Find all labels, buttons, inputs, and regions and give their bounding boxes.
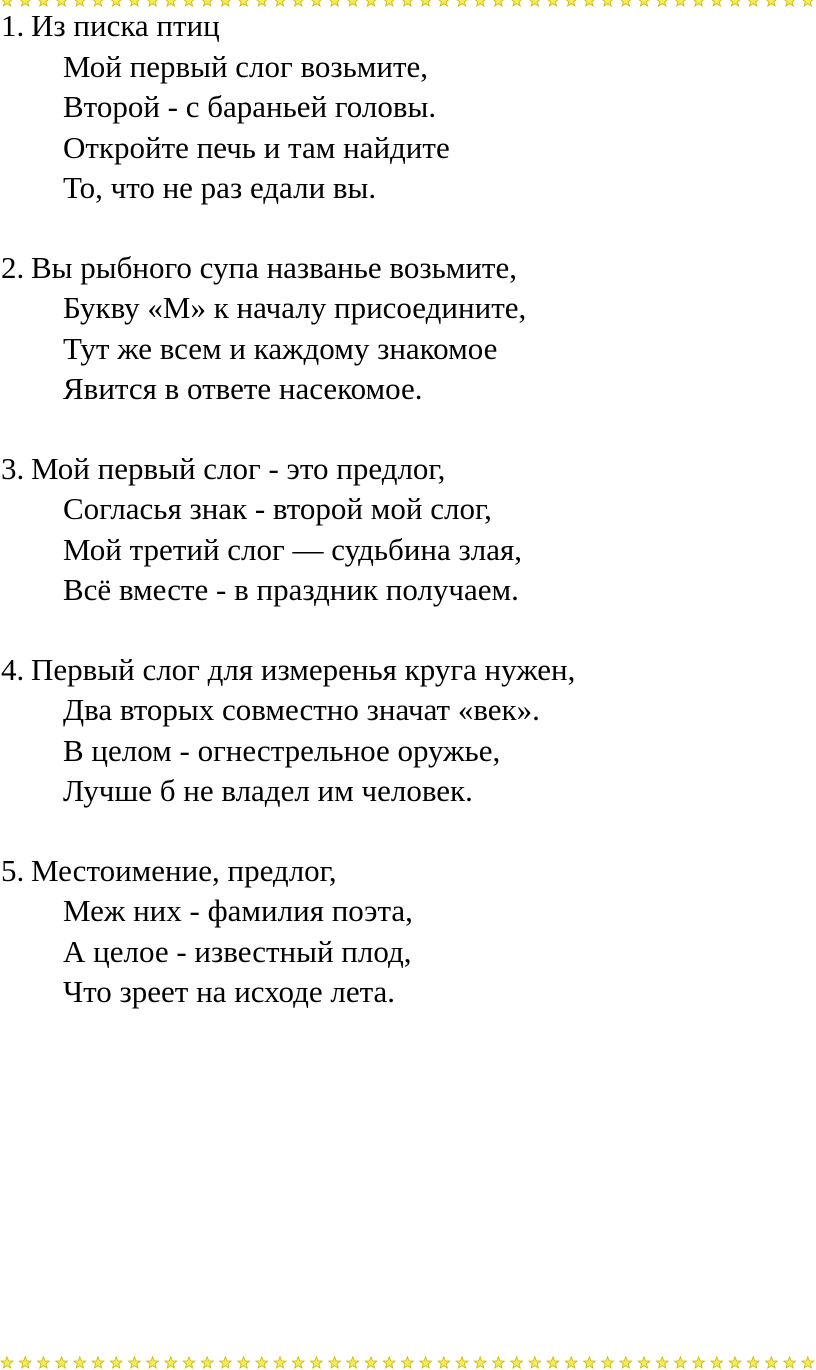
star-icon [147,1357,159,1368]
riddle-text: Явится в ответе насекомое. [63,371,423,406]
riddle-text: Два вторых совместно значат «век». [63,692,540,727]
star-icon [675,1357,687,1368]
riddle-line [0,690,816,731]
riddle-text: Мой первый слог возьмите, [63,48,429,84]
star-icon [92,1357,104,1368]
riddle-text: Местоимение, предлог, [31,852,337,888]
star-icon [311,1357,323,1368]
star-icon [165,1357,177,1368]
star-icon [747,1357,759,1368]
riddle-text: Тут же всем и каждому знакомое [63,330,498,366]
riddle-line [0,851,816,892]
star-icon [565,1357,577,1368]
riddle-line [0,891,816,932]
riddle-text: В целом - огнестрельное оружье, [63,732,501,768]
star-icon [129,1357,141,1368]
star-icon [220,1357,232,1368]
riddle-4 [0,650,816,812]
star-icon [183,1357,195,1368]
riddle-text: Лучше б не владел им человек. [63,773,473,808]
riddle-text: Согласья знак - второй мой слог, [63,491,492,526]
star-icon [74,1357,86,1368]
star-icon [766,1357,778,1368]
riddle-number: 3. [1,450,25,486]
star-border-bottom [0,1356,816,1370]
star-icon [620,1357,632,1368]
star-icon [383,1357,395,1368]
riddle-line [0,248,816,289]
riddle-text: Меж них - фамилия поэта, [63,893,413,928]
riddle-text: Букву «М» к началу присоедините, [63,290,527,325]
riddle-text: Что зреет на исходе лета. [63,974,396,1009]
star-icon [110,1357,122,1368]
star-icon [693,1357,705,1368]
riddle-line [0,87,816,128]
star-icon [638,1357,650,1368]
riddle-text: Мой третий слог — судьбина злая, [63,531,522,567]
star-icon [238,1357,250,1368]
riddle-text: Мой первый слог - это предлог, [31,450,446,486]
star-icon [511,1357,523,1368]
riddle-text: Вы рыбного супа названье возьмите, [31,249,517,285]
riddle-line [0,288,816,329]
star-icon [420,1357,432,1368]
star-icon [329,1357,341,1368]
riddle-line [0,771,816,812]
star-icon [584,1357,596,1368]
riddle-text: А целое - известный плод, [63,933,412,969]
riddle-line [0,650,816,691]
star-icon [711,1357,723,1368]
star-icon [1,1357,13,1368]
riddle-line [0,489,816,530]
riddle-line [0,369,816,410]
star-icon [19,1357,31,1368]
riddle-3 [0,449,816,611]
riddle-1 [0,6,816,209]
star-icon [347,1357,359,1368]
star-icon [292,1357,304,1368]
star-icon [201,1357,213,1368]
riddle-line [0,570,816,611]
star-icon [456,1357,468,1368]
star-icon [656,1357,668,1368]
star-icon [529,1357,541,1368]
riddle-line [0,47,816,88]
riddle-text: Первый слог для измеренья круга нужен, [31,651,576,687]
riddle-line [0,6,816,47]
riddle-line [0,731,816,772]
riddle-2 [0,248,816,410]
riddle-line [0,932,816,973]
riddle-line [0,168,816,209]
star-icon [402,1357,414,1368]
riddle-number: 4. [1,651,25,687]
star-icon [729,1357,741,1368]
star-icon [38,1357,50,1368]
star-icon [256,1357,268,1368]
riddle-list [0,6,816,1013]
riddle-number: 1. [1,8,25,43]
star-icon [56,1357,68,1368]
riddle-number: 5. [1,852,25,888]
star-icon [802,1357,814,1368]
star-icon [547,1357,559,1368]
star-icon [365,1357,377,1368]
riddle-text: То, что не раз едали вы. [63,170,377,205]
riddle-line [0,449,816,490]
riddle-line [0,530,816,571]
riddle-5 [0,851,816,1013]
star-icon [784,1357,796,1368]
riddle-text: Откройте печь и там найдите [63,129,450,165]
star-row [0,1356,816,1370]
riddle-text: Второй - с бараньей головы. [63,89,437,124]
riddle-text: Всё вместе - в праздник получаем. [63,572,519,607]
star-icon [274,1357,286,1368]
star-icon [493,1357,505,1368]
riddle-line [0,128,816,169]
riddle-line [0,972,816,1013]
star-icon [602,1357,614,1368]
riddle-text: Из писка птиц [31,8,220,43]
riddle-line [0,329,816,370]
riddle-number: 2. [1,249,25,285]
star-icon [474,1357,486,1368]
star-icon [438,1357,450,1368]
